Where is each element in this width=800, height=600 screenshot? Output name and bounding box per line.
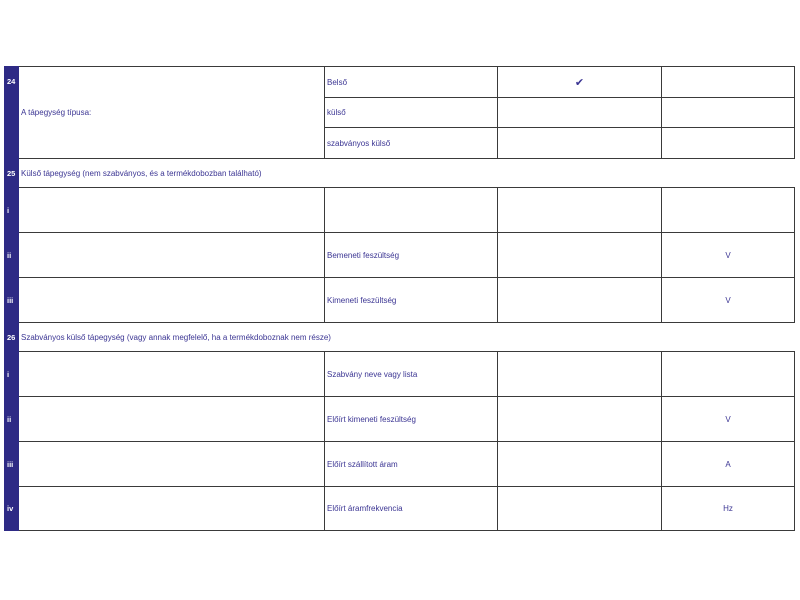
section-title: Külső tápegység (nem szabványos, és a termékdobozban található) bbox=[19, 159, 795, 188]
unit-cell bbox=[662, 98, 795, 128]
row-blank bbox=[19, 487, 325, 531]
unit-cell: Hz bbox=[662, 487, 795, 531]
option-label: szabványos külső bbox=[325, 128, 498, 159]
value-cell[interactable] bbox=[498, 397, 662, 442]
row-number: i bbox=[5, 352, 19, 397]
unit-cell: V bbox=[662, 278, 795, 323]
option-mark-cell[interactable] bbox=[498, 98, 662, 128]
unit-cell bbox=[662, 128, 795, 159]
row-label: Előírt szállított áram bbox=[325, 442, 498, 487]
row-label: Előírt kimeneti feszültség bbox=[325, 397, 498, 442]
row-number: i bbox=[5, 188, 19, 233]
unit-cell: A bbox=[662, 442, 795, 487]
unit-cell bbox=[662, 67, 795, 98]
row-number: iii bbox=[5, 442, 19, 487]
unit-cell: V bbox=[662, 233, 795, 278]
row-number: 25 bbox=[5, 159, 19, 188]
row-number: iv bbox=[5, 487, 19, 531]
value-cell[interactable] bbox=[498, 352, 662, 397]
row-blank bbox=[19, 397, 325, 442]
option-mark-cell[interactable] bbox=[498, 67, 662, 98]
row-blank bbox=[19, 278, 325, 323]
table-row bbox=[5, 397, 795, 442]
row-number: iii bbox=[5, 278, 19, 323]
row-blank bbox=[19, 233, 325, 278]
section-header-row bbox=[5, 323, 795, 352]
section-header-row bbox=[5, 159, 795, 188]
option-mark-cell[interactable] bbox=[498, 128, 662, 159]
row-blank bbox=[19, 352, 325, 397]
value-cell[interactable] bbox=[498, 278, 662, 323]
unit-cell: V bbox=[662, 397, 795, 442]
row-number: 24 bbox=[5, 67, 19, 159]
value-cell[interactable] bbox=[498, 188, 662, 233]
section-title: Szabványos külső tápegység (vagy annak megfelelő, ha a termékdoboznak nem része) bbox=[19, 323, 795, 352]
table-row bbox=[5, 442, 795, 487]
table-row bbox=[5, 188, 795, 233]
table-row bbox=[5, 278, 795, 323]
power-supply-form bbox=[4, 66, 794, 531]
value-cell[interactable] bbox=[498, 233, 662, 278]
row-blank bbox=[19, 442, 325, 487]
value-cell[interactable] bbox=[498, 487, 662, 531]
row-label: Bemeneti feszültség bbox=[325, 233, 498, 278]
field-label: A tápegység típusa: bbox=[19, 67, 325, 159]
row-number: 26 bbox=[5, 323, 19, 352]
table-row bbox=[5, 487, 795, 531]
form-table bbox=[4, 66, 795, 531]
table-row bbox=[5, 67, 795, 98]
row-label: Előírt áramfrekvencia bbox=[325, 487, 498, 531]
row-number: ii bbox=[5, 233, 19, 278]
table-row bbox=[5, 352, 795, 397]
row-number: ii bbox=[5, 397, 19, 442]
row-label bbox=[325, 188, 498, 233]
option-label: külső bbox=[325, 98, 498, 128]
table-row bbox=[5, 233, 795, 278]
value-cell[interactable] bbox=[498, 442, 662, 487]
checkmark-icon: ✔ bbox=[574, 76, 585, 89]
option-label: Belső bbox=[325, 67, 498, 98]
row-label: Szabvány neve vagy lista bbox=[325, 352, 498, 397]
unit-cell bbox=[662, 352, 795, 397]
row-label: Kimeneti feszültség bbox=[325, 278, 498, 323]
row-blank bbox=[19, 188, 325, 233]
unit-cell bbox=[662, 188, 795, 233]
